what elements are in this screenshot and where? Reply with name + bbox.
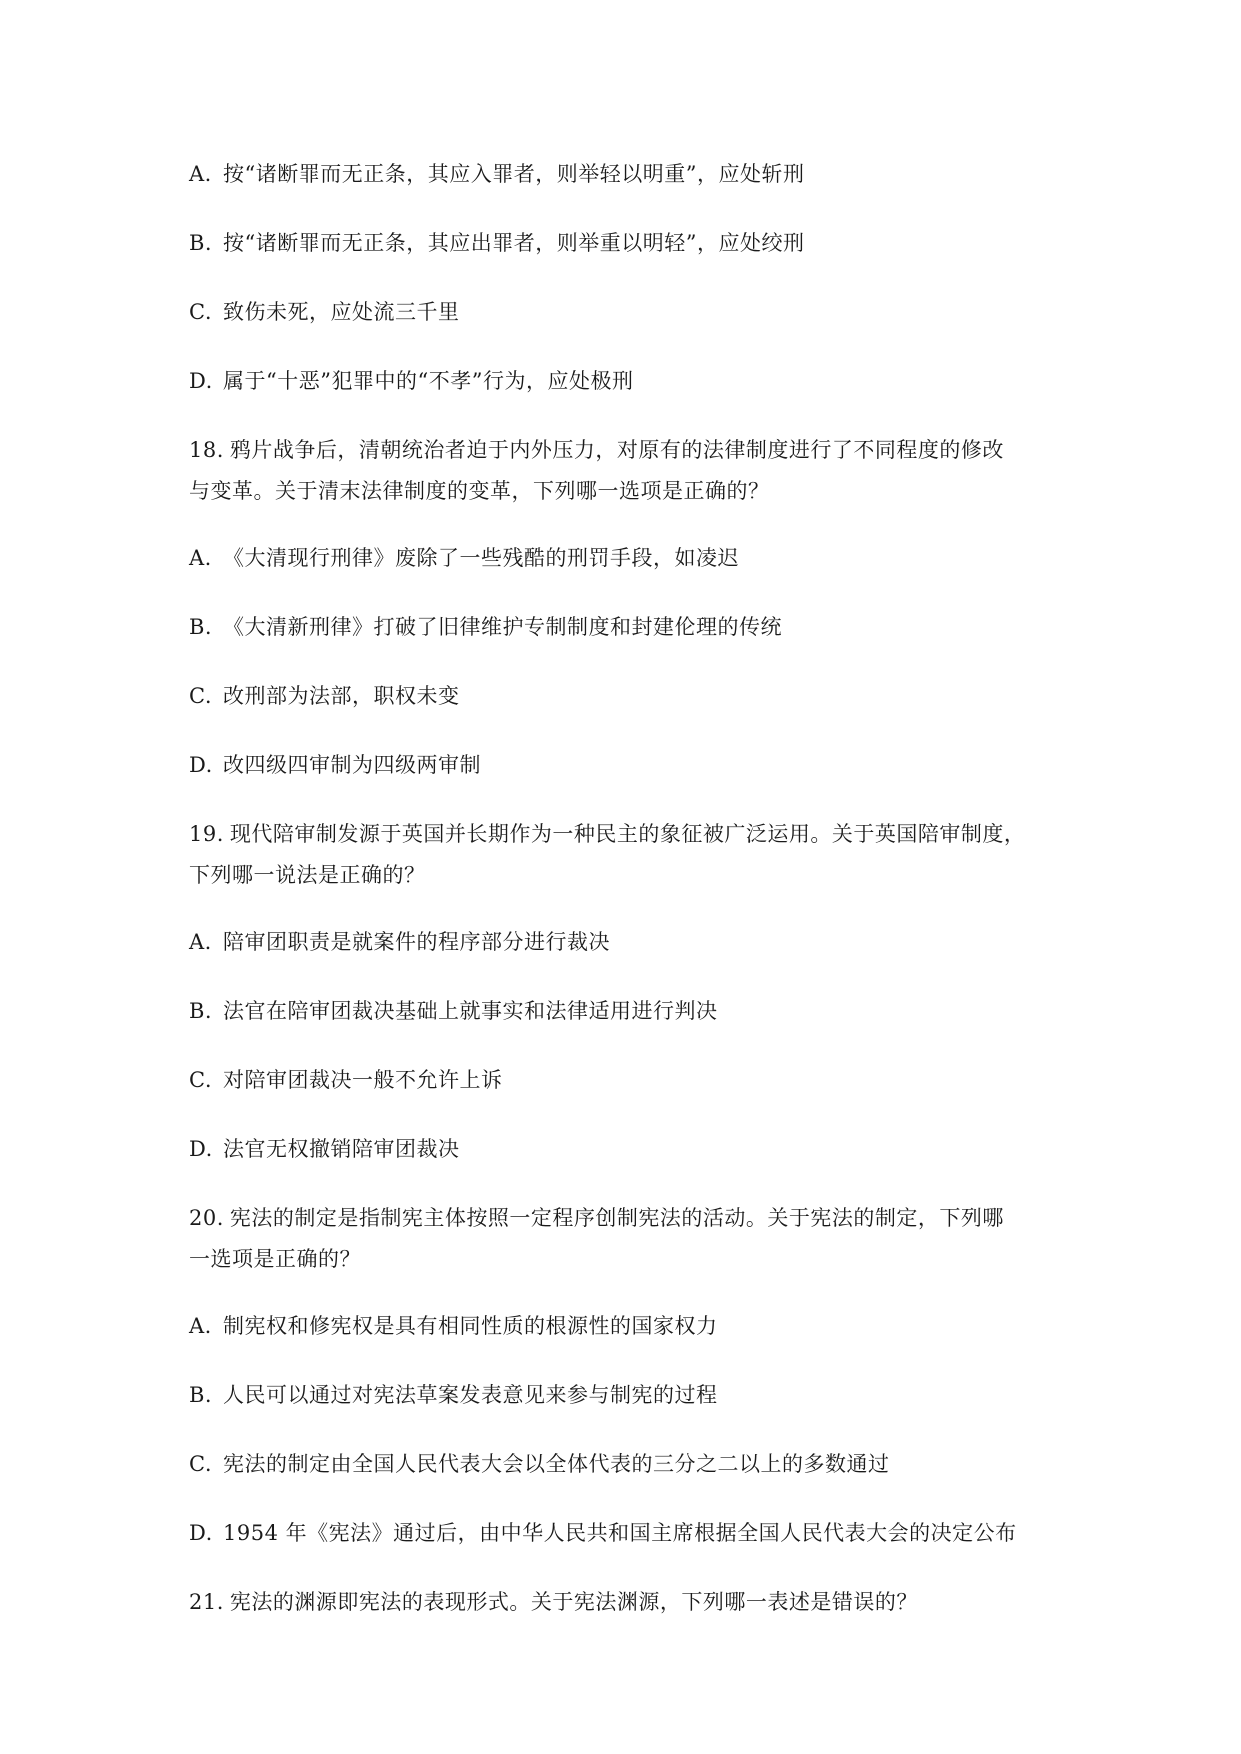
option-text: 对陪审团裁决一般不允许上诉 xyxy=(223,1068,503,1092)
option-letter: A. xyxy=(189,546,212,570)
q19-stem-line2 xyxy=(189,858,426,892)
q18-option-d xyxy=(189,748,481,782)
option-text: 法官在陪审团裁决基础上就事实和法律适用进行判决 xyxy=(223,999,718,1023)
question-number: 20. xyxy=(189,1206,224,1230)
question-number: 18. xyxy=(189,438,224,462)
q19-option-d xyxy=(189,1132,460,1166)
option-letter: C. xyxy=(189,1452,212,1476)
option-text: 《大清现行刑律》废除了一些残酷的刑罚手段，如凌迟 xyxy=(223,546,739,570)
option-letter: D. xyxy=(189,753,213,777)
q18-option-b xyxy=(189,610,782,644)
option-letter: B. xyxy=(189,1383,213,1407)
option-text: 按“诸断罪而无正条，其应出罪者，则举重以明轻”，应处绞刑 xyxy=(223,231,805,255)
option-text: 宪法的制定由全国人民代表大会以全体代表的三分之二以上的多数通过 xyxy=(223,1452,890,1476)
q17-option-c xyxy=(189,295,460,329)
question-text: 下列哪一说法是正确的？ xyxy=(189,863,426,887)
option-letter: B. xyxy=(189,615,213,639)
q17-option-a xyxy=(189,157,804,191)
q17-option-b xyxy=(189,226,804,260)
option-text: 法官无权撤销陪审团裁决 xyxy=(223,1137,460,1161)
q20-option-d xyxy=(189,1516,1017,1550)
q18-stem-line2 xyxy=(189,474,770,508)
q18-option-c xyxy=(189,679,460,713)
option-text: 改四级四审制为四级两审制 xyxy=(223,753,481,777)
q17-option-d xyxy=(189,364,633,398)
q20-stem-line1 xyxy=(189,1201,1004,1235)
option-letter: D. xyxy=(189,1137,213,1161)
question-text: 宪法的渊源即宪法的表现形式。关于宪法渊源，下列哪一表述是错误的？ xyxy=(229,1590,918,1614)
q21-stem-line1 xyxy=(189,1585,918,1619)
question-text: 宪法的制定是指制宪主体按照一定程序创制宪法的活动。关于宪法的制定，下列哪 xyxy=(229,1206,1004,1230)
q18-option-a xyxy=(189,541,739,575)
option-letter: B. xyxy=(189,231,213,255)
option-text: 陪审团职责是就案件的程序部分进行裁决 xyxy=(223,930,610,954)
q18-stem-line1 xyxy=(189,433,1004,467)
question-number: 19. xyxy=(189,822,224,846)
option-letter: A. xyxy=(189,162,212,186)
question-text: 鸦片战争后，清朝统治者迫于内外压力，对原有的法律制度进行了不同程度的修改 xyxy=(229,438,1004,462)
option-text: 致伤未死，应处流三千里 xyxy=(223,300,460,324)
q19-option-b xyxy=(189,994,718,1028)
option-text: 1954 年《宪法》通过后，由中华人民共和国主席根据全国人民代表大会的决定公布 xyxy=(223,1521,1017,1545)
question-text: 现代陪审制发源于英国并长期作为一种民主的象征被广泛运用。关于英国陪审制度， xyxy=(229,822,1026,846)
question-text: 与变革。关于清末法律制度的变革，下列哪一选项是正确的？ xyxy=(189,479,770,503)
q20-option-a xyxy=(189,1309,718,1343)
option-letter: C. xyxy=(189,684,212,708)
question-text: 一选项是正确的？ xyxy=(189,1247,361,1271)
option-letter: B. xyxy=(189,999,213,1023)
q20-option-c xyxy=(189,1447,890,1481)
option-letter: C. xyxy=(189,1068,212,1092)
q19-stem-line1 xyxy=(189,817,1025,851)
q20-option-b xyxy=(189,1378,718,1412)
q19-option-c xyxy=(189,1063,503,1097)
option-text: 《大清新刑律》打破了旧律维护专制制度和封建伦理的传统 xyxy=(223,615,782,639)
option-letter: D. xyxy=(189,1521,213,1545)
q19-option-a xyxy=(189,925,610,959)
question-number: 21. xyxy=(189,1590,224,1614)
option-letter: D. xyxy=(189,369,213,393)
option-letter: C. xyxy=(189,300,212,324)
option-text: 按“诸断罪而无正条，其应入罪者，则举轻以明重”，应处斩刑 xyxy=(223,162,805,186)
option-text: 制宪权和修宪权是具有相同性质的根源性的国家权力 xyxy=(223,1314,718,1338)
option-text: 属于“十恶”犯罪中的“不孝”行为，应处极刑 xyxy=(223,369,634,393)
option-letter: A. xyxy=(189,930,212,954)
option-text: 人民可以通过对宪法草案发表意见来参与制宪的过程 xyxy=(223,1383,718,1407)
option-letter: A. xyxy=(189,1314,212,1338)
option-text: 改刑部为法部，职权未变 xyxy=(223,684,460,708)
q20-stem-line2 xyxy=(189,1242,361,1276)
